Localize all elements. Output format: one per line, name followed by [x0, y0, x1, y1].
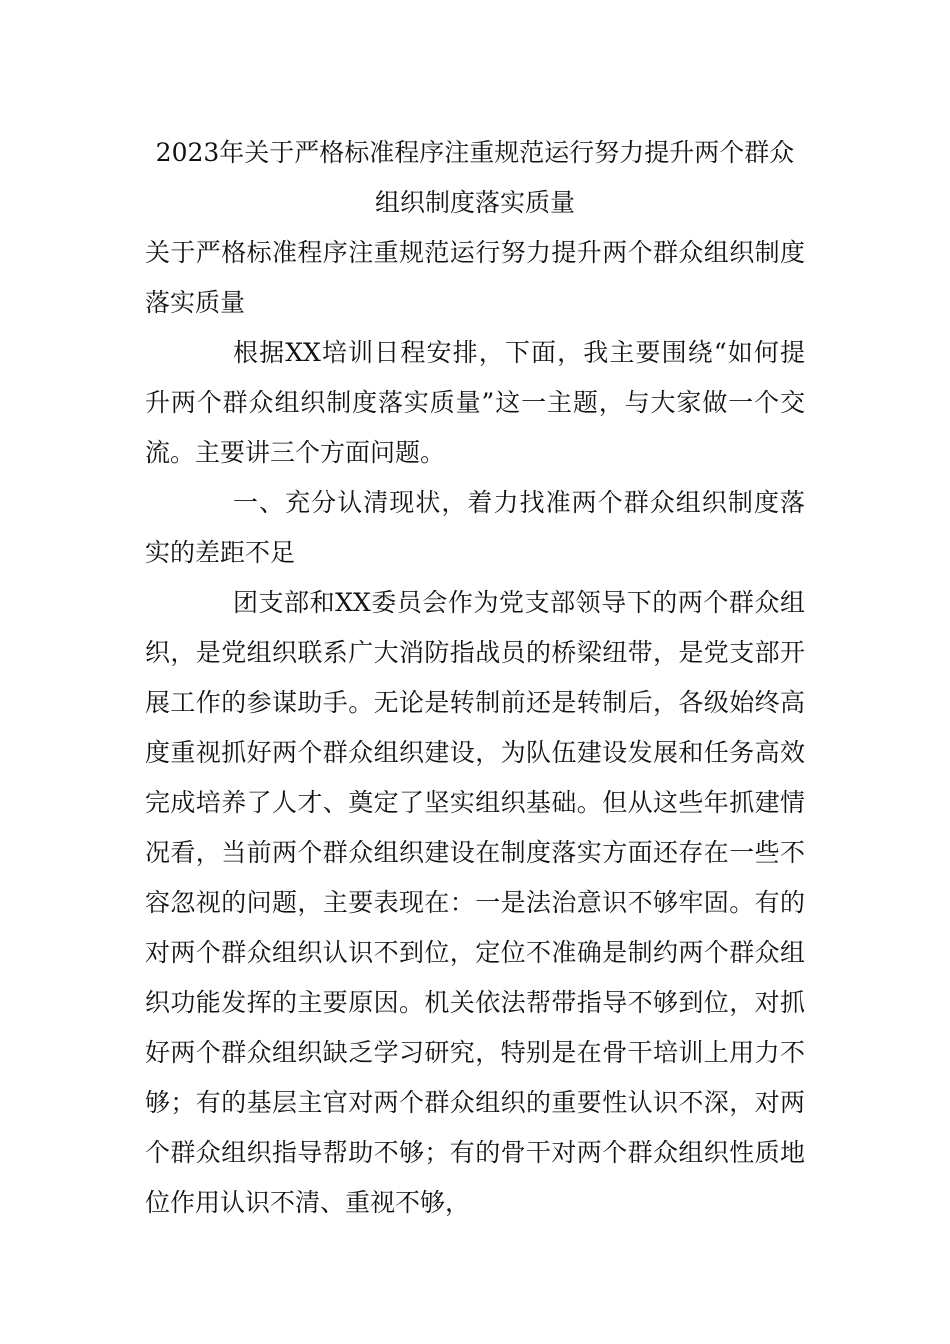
paragraph-body: 团支部和XX委员会作为党支部领导下的两个群众组织，是党组织联系广大消防指战员的桥梁纽带，是党支部开展工作的参谋助手。无论是转制前还是转制后，各级始终高度重视抓好两个群众组织建设，为队伍建设发展和任务高效完成培养了人才、奠定了坚实组织基础。但从这些年抓建情况看，当前两个群众组织建设在制度落实方面还存在一些不容忽视的问题，主要表现在：一是法治意识不够牢固。有的对两个群众组织认识不到位，定位不准确是制约两个群众组织功能发挥的主要原因。机关依法帮带指导不够到位，对抓好两个群众组织缺乏学习研究，特别是在骨干培训上用力不够；有的基层主官对两个群众组织的重要性认识不深，对两个群众组织指导帮助不够；有的骨干对两个群众组织性质地位作用认识不清、重视不够，: [145, 588, 805, 1217]
paragraph-intro: 根据XX培训日程安排，下面，我主要围绕“如何提升两个群众组织制度落实质量”这一主题，与大家做一个交流。主要讲三个方面问题。: [145, 338, 805, 467]
document-body: [145, 128, 805, 1228]
section-heading-1: 一、充分认清现状，着力找准两个群众组织制度落实的差距不足: [145, 488, 805, 567]
document-title: 2023年关于严格标准程序注重规范运行努力提升两个群众组织制度落实质量: [155, 138, 795, 217]
document-subtitle: 关于严格标准程序注重规范运行努力提升两个群众组织制度落实质量: [145, 238, 805, 317]
